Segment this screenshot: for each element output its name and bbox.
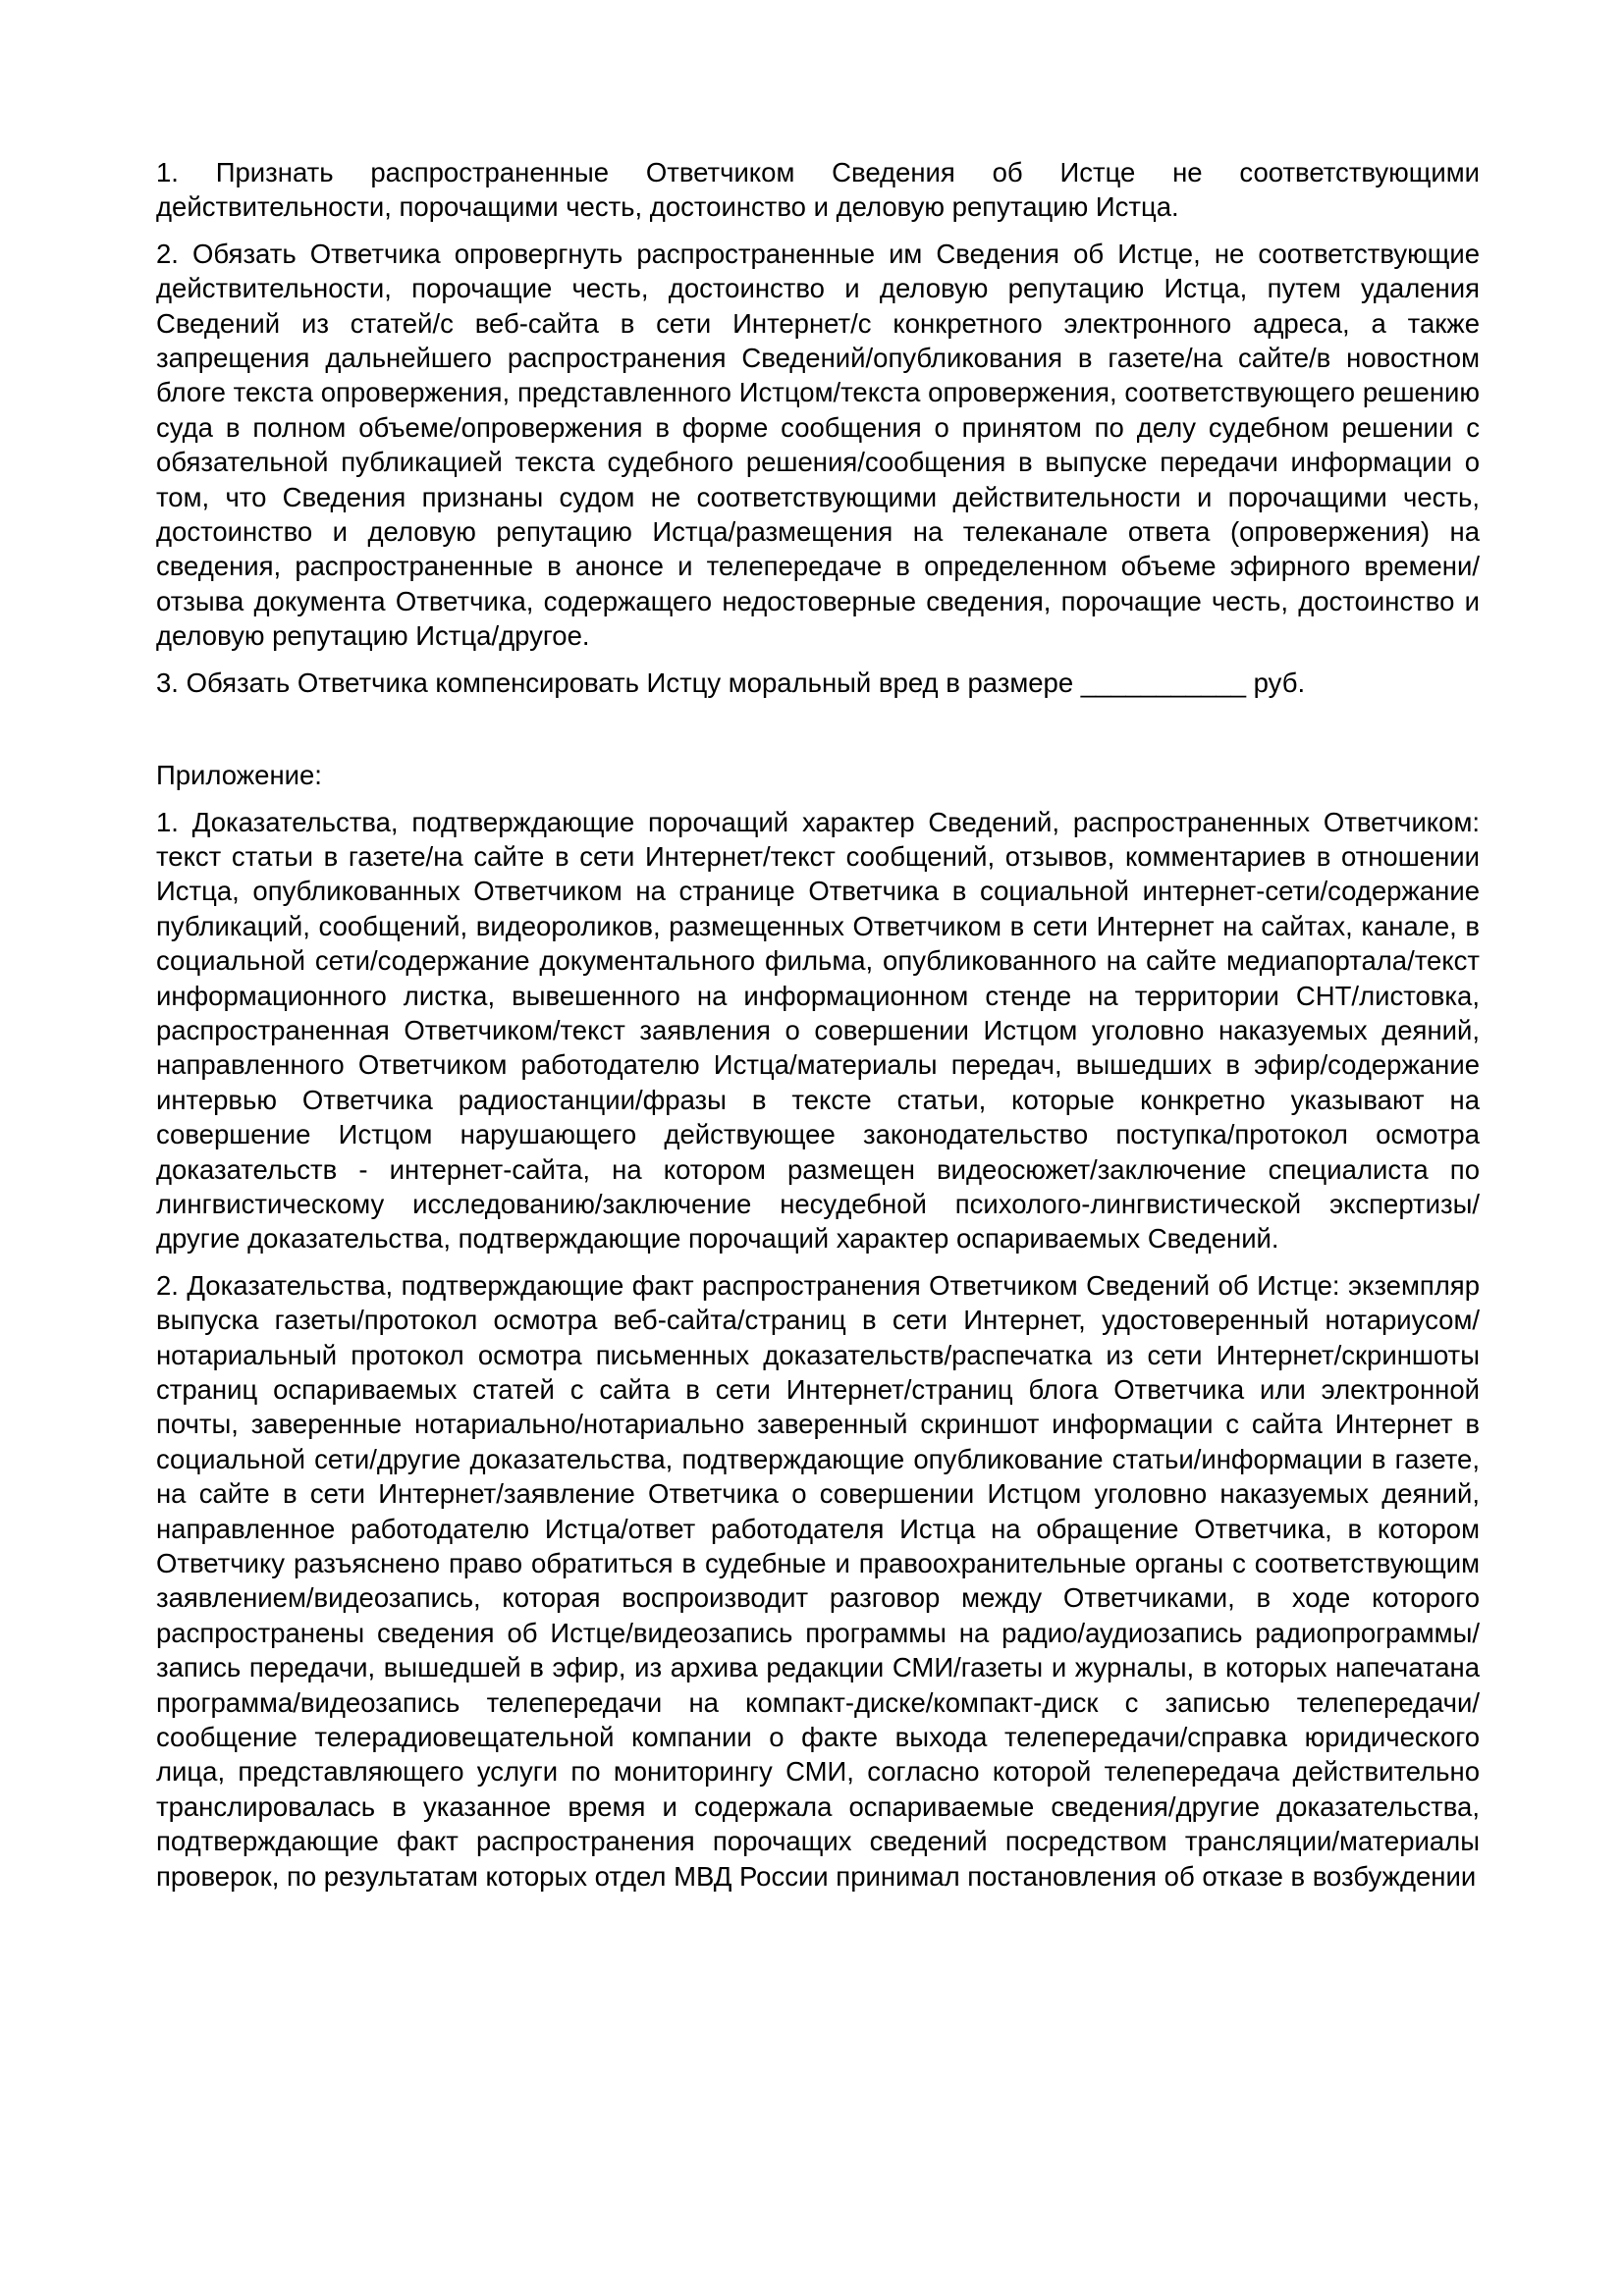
appendix-item-1: 1. Доказательства, подтверждающие порочащий характер Сведений, распространенных Ответчиком: текст статьи в газете/на сайте в сети Интернет/текст сообщений, отзывов, комментариев в отношении Истца, опубликованных Ответчиком на странице Ответчика в социальной интернет-сети/содержание публикаций, сообщений, видеороликов, размещенных Ответчиком в сети Интернет на сайтах, канале, в социальной сети/содержание документального фильма, опубликованного на сайте медиапортала/текст информационного листка, вывешенного на информационном стенде на территории СНТ/листовка, распространенная Ответчиком/текст заявления о совершении Истцом уголовно наказуемых деяний, направленного Ответчиком работодателю Истца/материалы передач, вышедших в эфир/содержание интервью Ответчика радиостанции/фразы в тексте статьи, которые конкретно указывают на совершение Истцом нарушающего действующее законодательство поступка/протокол осмотра доказательств - интернет-сайта, на котором размещен видеосюжет/заключение специалиста по лингвистическому исследованию/заключение несудебной психолого-лингвистической экспертизы/другие доказательства, подтверждающие порочащий характер оспариваемых Сведений. bbox=[156, 806, 1480, 1255]
claim-item-1: 1. Признать распространенные Ответчиком Сведения об Истце не соответствующими действительности, порочащими честь, достоинство и деловую репутацию Истца. bbox=[156, 157, 1480, 223]
section-spacer bbox=[156, 712, 1480, 758]
claim-item-2: 2. Обязать Ответчика опровергнуть распространенные им Сведения об Истце, не соответствующие действительности, порочащие честь, достоинство и деловую репутацию Истца, путем удаления Сведений из статей/с веб-сайта в сети Интернет/с конкретного электронного адреса, а также запрещения дальнейшего распространения Сведений/опубликования в газете/на сайте/в новостном блоге текста опровержения, представленного Истцом/текста опровержения, соответствующего решению суда в полном объеме/опровержения в форме сообщения о принятом по делу судебном решении с обязательной публикацией текста судебного решения/сообщения в выпуске передачи информации о том, что Сведения признаны судом не соответствующими действительности и порочащими честь, достоинство и деловую репутацию Истца/размещения на телеканале ответа (опровержения) на сведения, распространенные в анонсе и телепередаче в определенном объеме эфирного времени/отзыва документа Ответчика, содержащего недостоверные сведения, порочащие честь, достоинство и деловую репутацию Истца/другое. bbox=[156, 238, 1480, 652]
appendix-heading: Приложение: bbox=[156, 760, 322, 791]
claim-item-3: 3. Обязать Ответчика компенсировать Истцу моральный вред в размере ___________ руб. bbox=[156, 667, 1306, 698]
document-body bbox=[156, 155, 1480, 1905]
appendix-item-2: 2. Доказательства, подтверждающие факт распространения Ответчиком Сведений об Истце: экземпляр выпуска газеты/протокол осмотра веб-сайта/страниц в сети Интернет, удостоверенный нотариусом/нотариальный протокол осмотра письменных доказательств/распечатка из сети Интернет/скриншоты страниц оспариваемых статей с сайта в сети Интернет/страниц блога Ответчика или электронной почты, заверенные нотариально/нотариально заверенный скриншот информации с сайта Интернет в социальной сети/другие доказательства, подтверждающие опубликование статьи/информации в газете, на сайте в сети Интернет/заявление Ответчика о совершении Истцом уголовно наказуемых деяний, направленное работодателю Истца/ответ работодателя Истца на обращение Ответчика, в котором Ответчику разъяснено право обратиться в судебные и правоохранительные органы с соответствующим заявлением/видеозапись, которая воспроизводит разговор между Ответчиками, в ходе которого распространены сведения об Истце/видеозапись программы на радио/аудиозапись радиопрограммы/запись передачи, вышедшей в эфир, из архива редакции СМИ/газеты и журналы, в которых напечатана программа/видеозапись телепередачи на компакт-диске/компакт-диск с записью телепередачи/сообщение телерадиовещательной компании о факте выхода телепередачи/справка юридического лица, представляющего услуги по мониторингу СМИ, согласно которой телепередача действительно транслировалась в указанное время и содержала оспариваемые сведения/другие доказательства, подтверждающие факт распространения порочащих сведений посредством трансляции/материалы проверок, по результатам которых отдел МВД России принимал постановления об отказе в возбуждении bbox=[156, 1269, 1480, 1892]
